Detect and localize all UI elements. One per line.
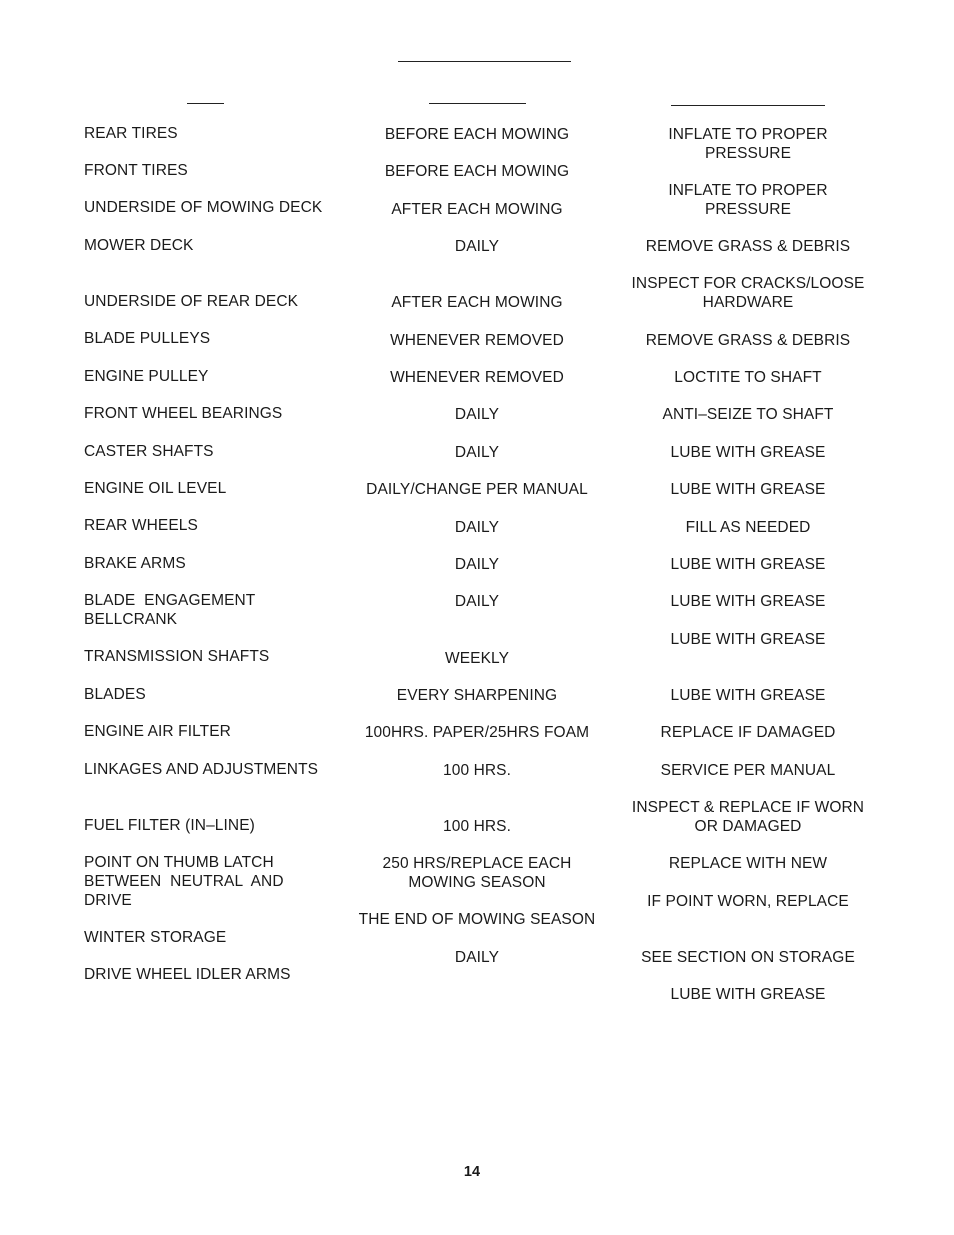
interval-rear-wheels: DAILY: [454, 519, 500, 536]
service-rear-tires: INFLATE TO PROPER PRESSURE: [668, 126, 828, 162]
interval-rear-tires: BEFORE EACH MOWING: [384, 126, 570, 143]
interval-drive-wheel-idler-arms: DAILY: [454, 949, 500, 966]
item-brake-arms: BRAKE ARMS: [84, 555, 186, 572]
interval-winter-storage: THE END OF MOWING SEASON: [358, 911, 596, 928]
item-mower-deck: MOWER DECK: [84, 237, 194, 254]
service-front-tires: INFLATE TO PROPER PRESSURE: [668, 182, 828, 218]
page-number: 14: [463, 1164, 481, 1180]
interval-underside-mowing-deck: AFTER EACH MOWING: [391, 201, 563, 218]
item-blade-engagement-bellcrank: BLADE ENGAGEMENT BELLCRANK: [84, 592, 256, 628]
interval-transmission-shafts: WEEKLY: [444, 650, 510, 667]
item-engine-oil-level: ENGINE OIL LEVEL: [84, 480, 227, 497]
service-thumb-latch: IF POINT WORN, REPLACE: [647, 893, 849, 910]
item-engine-pulley: ENGINE PULLEY: [84, 368, 209, 385]
interval-blades: EVERY SHARPENING: [396, 687, 558, 704]
interval-engine-air-filter: 100HRS. PAPER/25HRS FOAM: [364, 724, 590, 741]
item-blade-pulleys: BLADE PULLEYS: [84, 330, 211, 347]
column-heading-rule-item: [187, 103, 224, 104]
interval-engine-oil-level: DAILY/CHANGE PER MANUAL: [366, 481, 588, 498]
item-engine-air-filter: ENGINE AIR FILTER: [84, 723, 231, 740]
interval-mower-deck: DAILY: [454, 238, 500, 255]
service-underside-rear-deck: REMOVE GRASS & DEBRIS: [645, 332, 851, 349]
service-blades: REPLACE IF DAMAGED: [660, 724, 836, 741]
service-rear-wheels: LUBE WITH GREASE: [670, 556, 826, 573]
title-rule: [398, 61, 571, 62]
item-rear-tires: REAR TIRES: [84, 125, 178, 142]
item-point-on-thumb-latch: POINT ON THUMB LATCH BETWEEN NEUTRAL AND DRIVE: [84, 854, 284, 909]
column-heading-rule-interval: [429, 103, 526, 104]
service-brake-arms: LUBE WITH GREASE: [670, 593, 826, 610]
interval-thumb-latch: 250 HRS/REPLACE EACH MOWING SEASON: [382, 855, 572, 891]
item-drive-wheel-idler-arms: DRIVE WHEEL IDLER ARMS: [84, 966, 291, 983]
service-winter-storage: SEE SECTION ON STORAGE: [641, 949, 855, 966]
column-heading-rule-service: [671, 105, 825, 106]
interval-brake-arms: DAILY: [454, 556, 500, 573]
item-winter-storage: WINTER STORAGE: [84, 929, 227, 946]
service-engine-oil-level: FILL AS NEEDED: [685, 519, 811, 536]
service-underside-mowing-deck: REMOVE GRASS & DEBRIS: [645, 238, 851, 255]
item-underside-rear-deck: UNDERSIDE OF REAR DECK: [84, 293, 299, 310]
interval-linkages: 100 HRS.: [443, 762, 511, 779]
interval-fuel-filter: 100 HRS.: [443, 818, 511, 835]
item-transmission-shafts: TRANSMISSION SHAFTS: [84, 648, 270, 665]
item-underside-mowing-deck: UNDERSIDE OF MOWING DECK: [84, 199, 323, 216]
interval-engine-pulley: WHENEVER REMOVED: [390, 369, 564, 386]
item-linkages-adjustments: LINKAGES AND ADJUSTMENTS: [84, 761, 319, 778]
service-mower-deck: INSPECT FOR CRACKS/LOOSE HARDWARE: [631, 275, 865, 311]
service-engine-pulley: ANTI–SEIZE TO SHAFT: [662, 406, 834, 423]
service-linkages: INSPECT & REPLACE IF WORN OR DAMAGED: [631, 799, 865, 835]
interval-blade-pulleys: WHENEVER REMOVED: [390, 332, 564, 349]
interval-underside-rear-deck: AFTER EACH MOWING: [391, 294, 563, 311]
item-front-tires: FRONT TIRES: [84, 162, 188, 179]
item-fuel-filter: FUEL FILTER (IN–LINE): [84, 817, 255, 834]
item-caster-shafts: CASTER SHAFTS: [84, 443, 214, 460]
service-blade-pulleys: LOCTITE TO SHAFT: [674, 369, 822, 386]
interval-front-tires: BEFORE EACH MOWING: [384, 163, 570, 180]
service-transmission-shafts: LUBE WITH GREASE: [670, 687, 826, 704]
interval-front-wheel-bearings: DAILY: [454, 406, 500, 423]
interval-blade-engagement: DAILY: [454, 593, 500, 610]
service-front-wheel-bearings: LUBE WITH GREASE: [670, 444, 826, 461]
item-blades: BLADES: [84, 686, 146, 703]
service-blade-engagement: LUBE WITH GREASE: [670, 631, 826, 648]
item-rear-wheels: REAR WHEELS: [84, 517, 198, 534]
service-engine-air-filter: SERVICE PER MANUAL: [660, 762, 836, 779]
service-fuel-filter: REPLACE WITH NEW: [668, 855, 828, 872]
item-front-wheel-bearings: FRONT WHEEL BEARINGS: [84, 405, 283, 422]
service-drive-wheel-idler-arms: LUBE WITH GREASE: [670, 986, 826, 1003]
service-caster-shafts: LUBE WITH GREASE: [670, 481, 826, 498]
interval-caster-shafts: DAILY: [454, 444, 500, 461]
